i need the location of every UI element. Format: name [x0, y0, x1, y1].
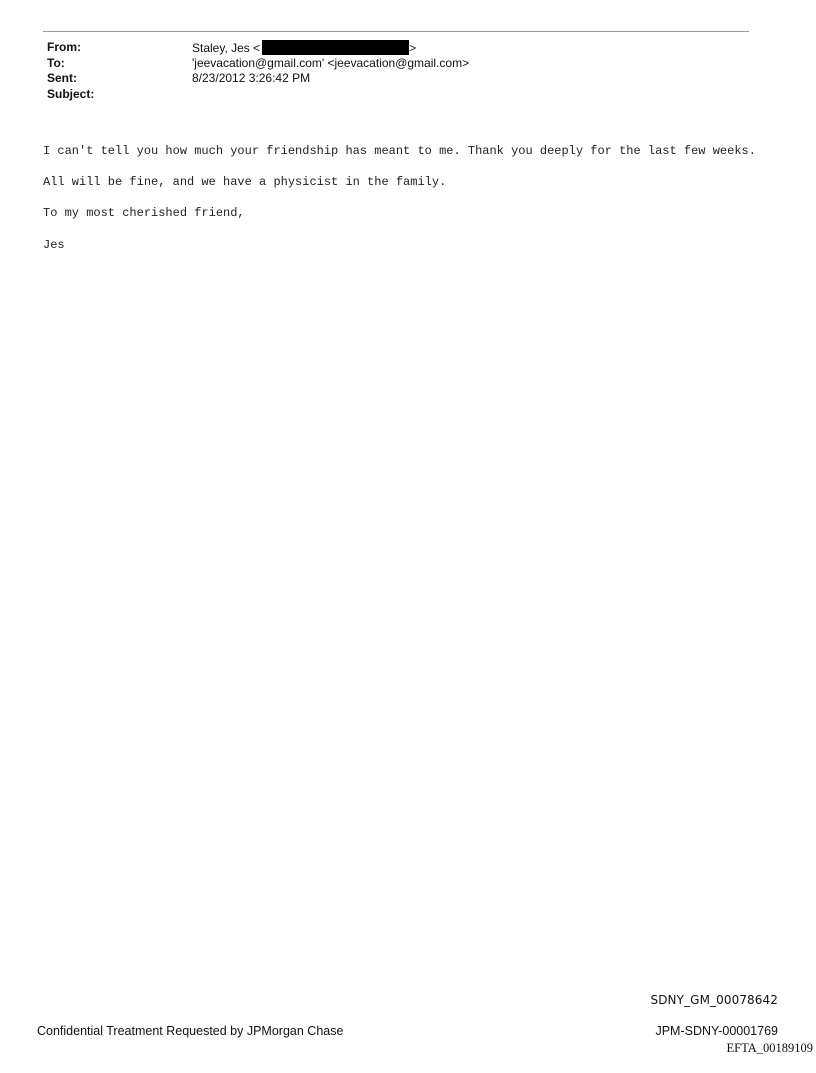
header-divider: [43, 31, 749, 32]
from-close-bracket: >: [409, 41, 417, 55]
email-header: [47, 40, 747, 102]
from-name: Staley, Jes <: [192, 41, 261, 55]
sent-label: Sent:: [47, 71, 77, 85]
subject-label: Subject:: [47, 86, 95, 101]
to-row: [47, 56, 747, 72]
bates-number-jpm: JPM-SDNY-00001769: [655, 1024, 778, 1038]
bates-number-efta: EFTA_00189109: [726, 1041, 813, 1055]
redaction-block: [262, 40, 409, 55]
from-label: From:: [47, 40, 81, 54]
to-label: To:: [47, 55, 65, 70]
from-row: [47, 40, 747, 56]
confidentiality-notice: Confidential Treatment Requested by JPMorgan Chase: [37, 1024, 344, 1038]
bates-number-sdny: SDNY_GM_00078642: [650, 993, 778, 1007]
from-value: [192, 40, 747, 56]
body-paragraph: All will be fine, and we have a physicist in the family.: [43, 175, 447, 190]
body-paragraph: I can't tell you how much your friendship has meant to me. Thank you deeply for the last few weeks.: [43, 144, 756, 158]
body-paragraph: To my most cherished friend,: [43, 206, 245, 221]
subject-value: [192, 87, 747, 103]
sent-row: [47, 71, 747, 87]
signature: Jes: [43, 237, 65, 252]
email-body: [43, 144, 763, 269]
to-value: 'jeevacation@gmail.com' <jeevacation@gmail.com>: [192, 55, 470, 70]
subject-row: [47, 87, 747, 103]
sent-value: 8/23/2012 3:26:42 PM: [192, 71, 311, 85]
